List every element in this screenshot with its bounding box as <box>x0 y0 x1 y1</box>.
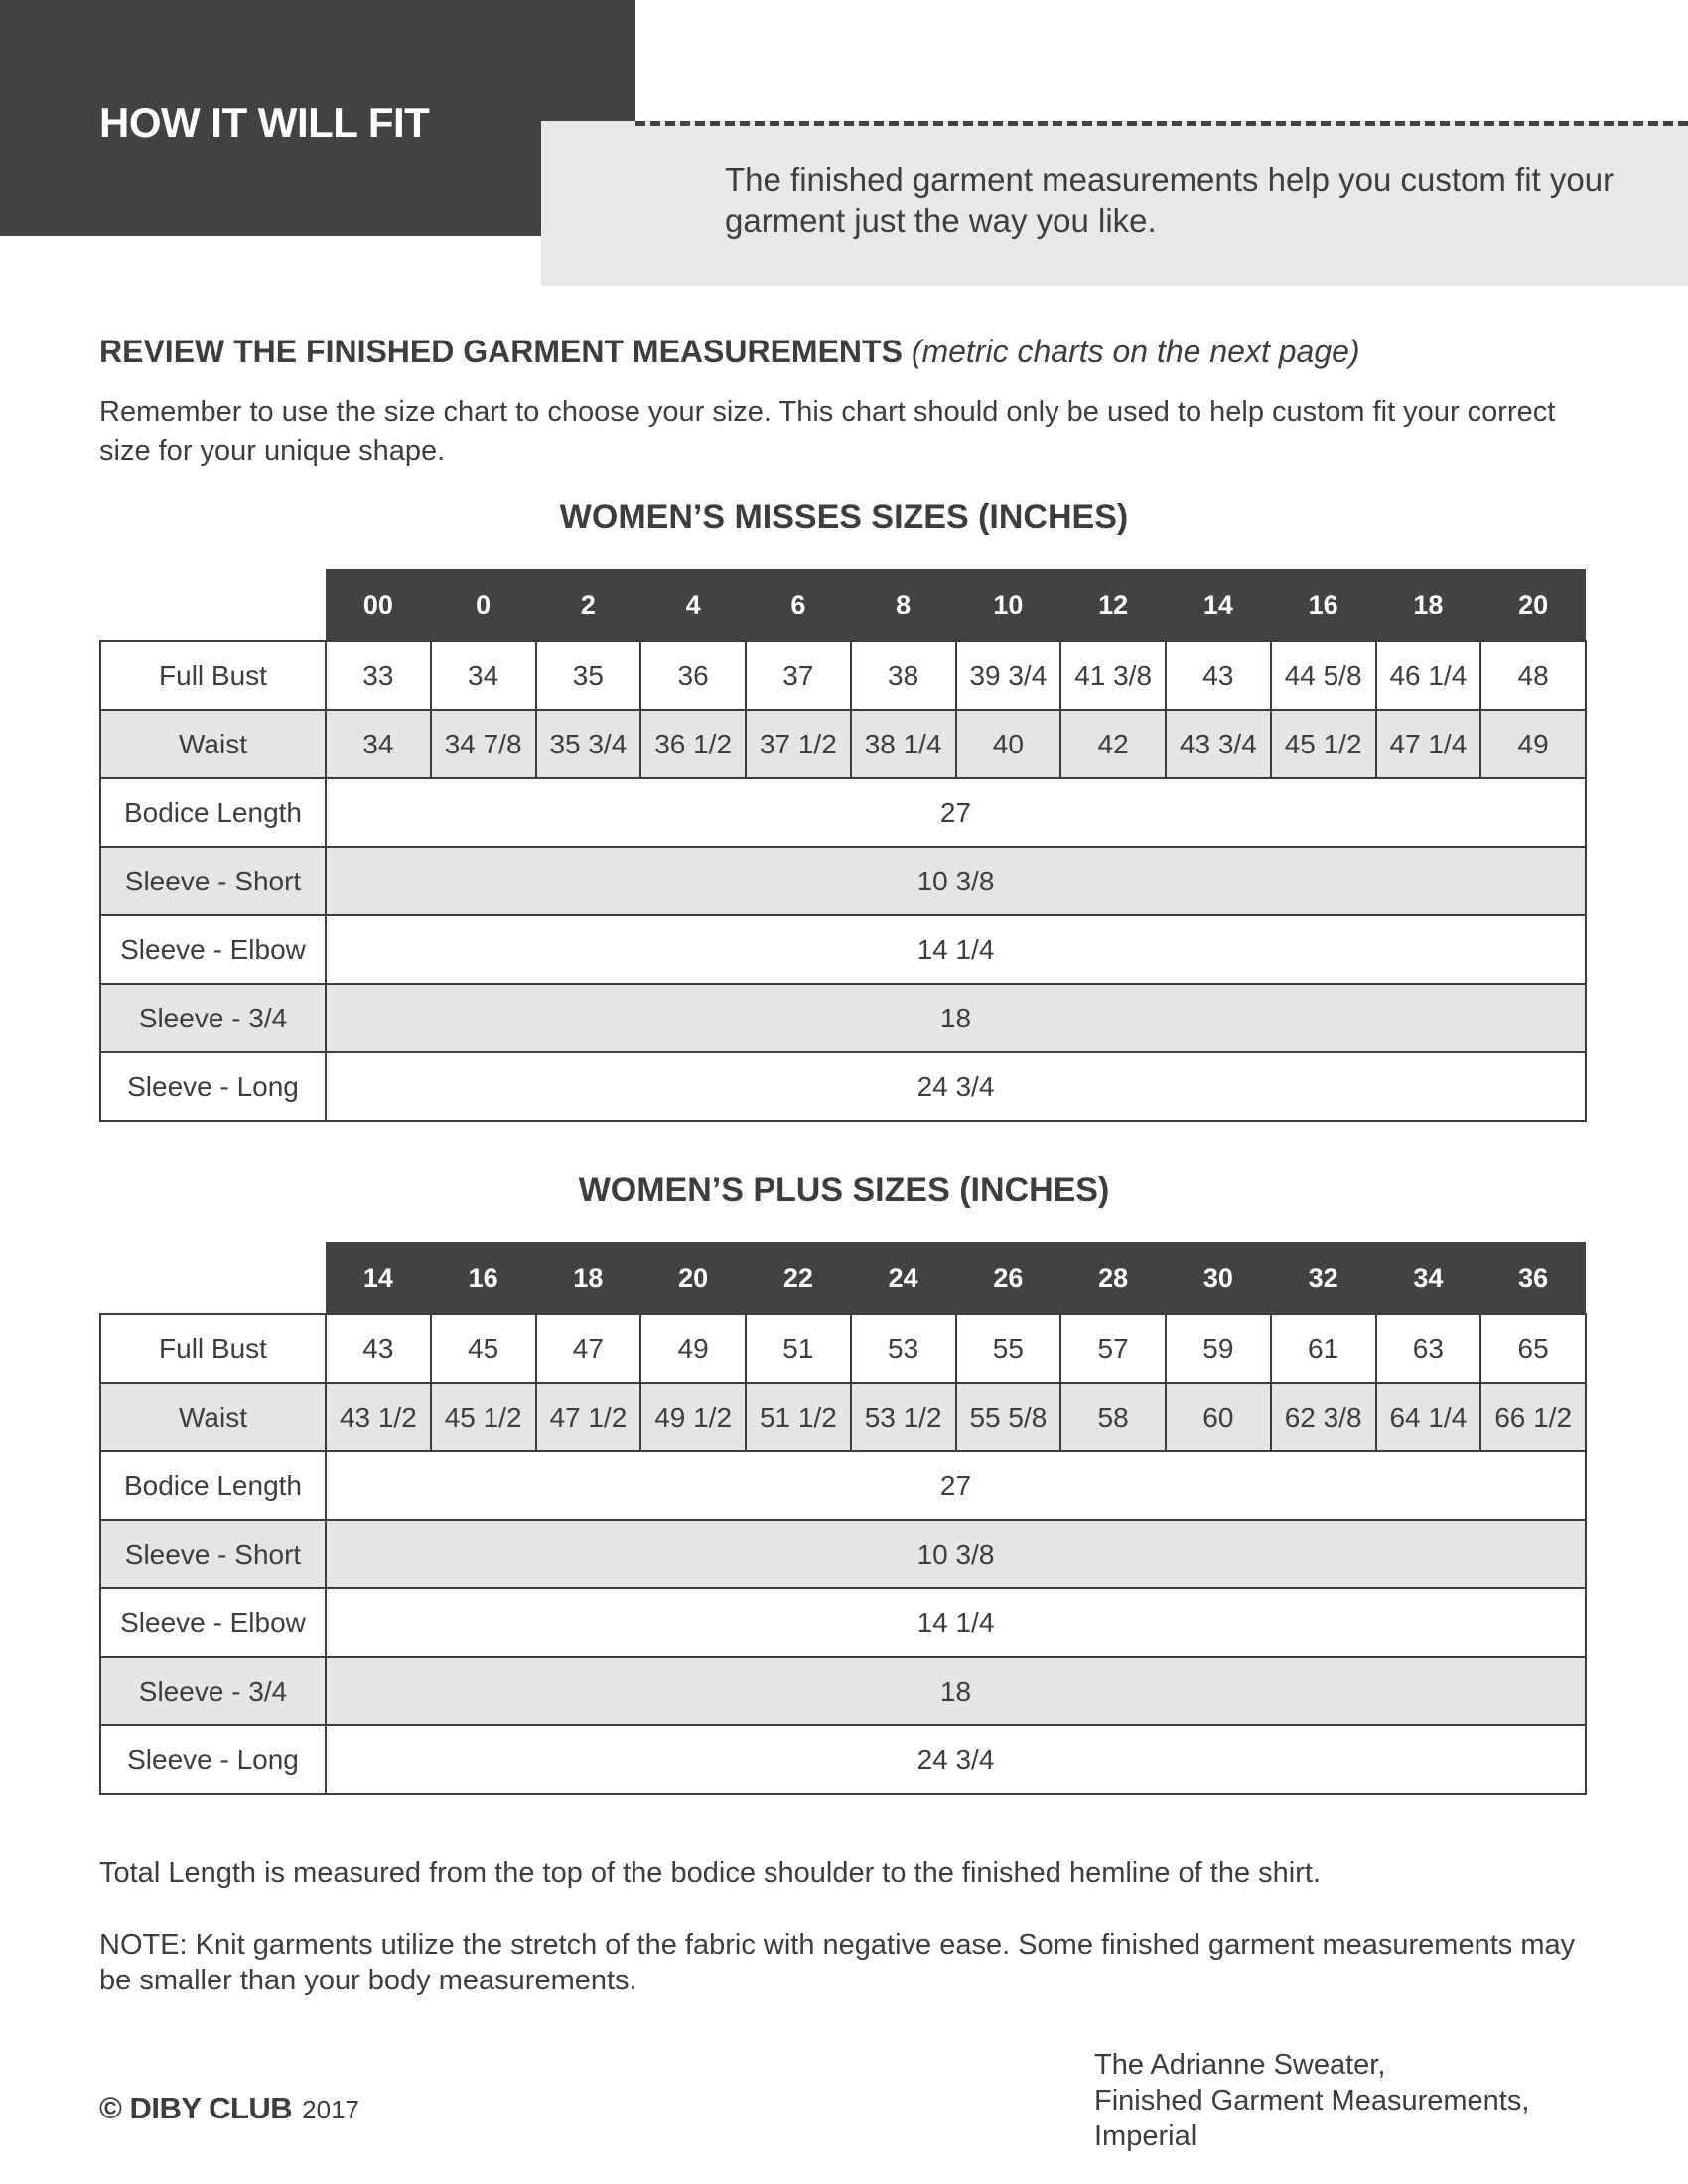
table-row <box>100 1725 1586 1794</box>
total-length-note: Total Length is measured from the top of the bodice shoulder to the finished hemline of the shirt. <box>99 1857 1322 1889</box>
measurement-cell: 49 <box>1480 710 1586 778</box>
row-label: Waist <box>100 1383 326 1451</box>
caption-line: Imperial <box>1094 2120 1197 2152</box>
row-label: Sleeve - Elbow <box>100 915 326 984</box>
measurement-cell: 34 7/8 <box>431 710 536 778</box>
measurement-cell: 46 1/4 <box>1376 641 1481 710</box>
row-label: Bodice Length <box>100 1451 326 1520</box>
table-row <box>100 1052 1586 1121</box>
size-column-header: 34 <box>1376 1242 1481 1314</box>
review-heading-text: REVIEW THE FINISHED GARMENT MEASUREMENTS <box>99 334 903 369</box>
row-label: Sleeve - Long <box>100 1725 326 1794</box>
measurement-cell-all-sizes: 18 <box>326 1657 1586 1725</box>
size-column-header: 30 <box>1166 1242 1271 1314</box>
plus-table-title <box>99 1171 1589 1210</box>
misses-title-suffix: SIZES (INCHES) <box>861 498 1129 536</box>
measurement-cell: 35 <box>536 641 641 710</box>
page-title: HOW IT WILL FIT <box>99 99 430 146</box>
table-row <box>100 1383 1586 1451</box>
size-column-header: 0 <box>431 569 536 641</box>
size-column-header: 18 <box>536 1242 641 1314</box>
measurement-cell: 51 1/2 <box>746 1383 851 1451</box>
size-column-header: 28 <box>1060 1242 1166 1314</box>
size-header-row <box>100 569 1586 641</box>
measurement-cell-all-sizes: 14 1/4 <box>326 915 1586 984</box>
measurement-cell: 60 <box>1166 1383 1271 1451</box>
plus-title-prefix: WOMEN’S <box>578 1171 754 1209</box>
knit-note: NOTE: Knit garments utilize the stretch of the fabric with negative ease. Some finished garment measurements may be smaller than your body measurements. <box>99 1929 1576 1996</box>
measurement-cell-all-sizes: 24 3/4 <box>326 1052 1586 1121</box>
measurement-cell: 36 <box>640 641 746 710</box>
measurement-cell-all-sizes: 10 3/8 <box>326 1520 1586 1588</box>
table-row <box>100 1314 1586 1383</box>
size-column-header: 16 <box>431 1242 536 1314</box>
measurement-cell: 38 <box>851 641 956 710</box>
measurement-cell: 55 <box>956 1314 1061 1383</box>
table-row <box>100 847 1586 915</box>
measurement-cell: 45 1/2 <box>1271 710 1376 778</box>
measurement-cell: 45 <box>431 1314 536 1383</box>
measurement-cell-all-sizes: 27 <box>326 1451 1586 1520</box>
measurement-cell: 40 <box>956 710 1061 778</box>
measurement-cell: 42 <box>1060 710 1166 778</box>
measurement-cell: 58 <box>1060 1383 1166 1451</box>
measurement-cell: 37 1/2 <box>746 710 851 778</box>
row-label: Sleeve - Short <box>100 1520 326 1588</box>
size-column-header: 22 <box>746 1242 851 1314</box>
caption-line: The Adrianne Sweater, <box>1094 2049 1386 2081</box>
measurement-cell: 61 <box>1271 1314 1376 1383</box>
size-column-header: 32 <box>1271 1242 1376 1314</box>
measurement-cell: 53 <box>851 1314 956 1383</box>
caption-line: Finished Garment Measurements, <box>1094 2085 1530 2116</box>
footer-brand <box>99 2091 359 2126</box>
measurement-cell: 66 1/2 <box>1480 1383 1586 1451</box>
size-column-header: 36 <box>1480 1242 1586 1314</box>
size-column-header: 24 <box>851 1242 956 1314</box>
misses-title-bold: MISSES <box>734 498 862 536</box>
footer-caption <box>1094 2047 1611 2154</box>
row-label: Bodice Length <box>100 778 326 847</box>
measurement-cell-all-sizes: 14 1/4 <box>326 1588 1586 1657</box>
measurement-cell: 53 1/2 <box>851 1383 956 1451</box>
measurement-cell-all-sizes: 18 <box>326 984 1586 1052</box>
measurement-cell: 47 1/4 <box>1376 710 1481 778</box>
measurement-cell: 47 <box>536 1314 641 1383</box>
measurement-cell: 45 1/2 <box>431 1383 536 1451</box>
size-column-header: 10 <box>956 569 1061 641</box>
row-label: Sleeve - 3/4 <box>100 984 326 1052</box>
copyright-year: 2017 <box>302 2095 360 2124</box>
measurement-cell: 41 3/8 <box>1060 641 1166 710</box>
row-label: Sleeve - Long <box>100 1052 326 1121</box>
size-column-header: 18 <box>1376 569 1481 641</box>
misses-title-prefix: WOMEN’S <box>559 498 735 536</box>
measurement-cell-all-sizes: 24 3/4 <box>326 1725 1586 1794</box>
measurement-cell: 43 <box>1166 641 1271 710</box>
table-row <box>100 1451 1586 1520</box>
brand-logo: © DIBY CLUB <box>99 2091 293 2125</box>
size-column-header: 12 <box>1060 569 1166 641</box>
measurement-cell: 38 1/4 <box>851 710 956 778</box>
table-row <box>100 915 1586 984</box>
row-label: Sleeve - 3/4 <box>100 1657 326 1725</box>
size-column-header: 2 <box>536 569 641 641</box>
table-row <box>100 641 1586 710</box>
measurement-cell: 49 <box>640 1314 746 1383</box>
header-description: The finished garment measurements help you custom fit your garment just the way you like. <box>725 161 1615 239</box>
measurement-cell: 49 1/2 <box>640 1383 746 1451</box>
size-column-header: 26 <box>956 1242 1061 1314</box>
measurement-cell: 63 <box>1376 1314 1481 1383</box>
header-corner <box>100 1242 326 1314</box>
dashed-divider <box>635 121 1688 126</box>
table-row <box>100 1520 1586 1588</box>
header-banner <box>0 0 635 236</box>
misses-table-title <box>99 498 1589 537</box>
measurement-cell: 55 5/8 <box>956 1383 1061 1451</box>
size-column-header: 00 <box>326 569 431 641</box>
size-column-header: 8 <box>851 569 956 641</box>
plus-size-table <box>99 1242 1587 1795</box>
measurement-cell: 64 1/4 <box>1376 1383 1481 1451</box>
row-label: Sleeve - Elbow <box>100 1588 326 1657</box>
table-row <box>100 984 1586 1052</box>
measurement-cell: 59 <box>1166 1314 1271 1383</box>
measurement-cell: 34 <box>326 710 431 778</box>
row-label: Waist <box>100 710 326 778</box>
row-label: Full Bust <box>100 641 326 710</box>
size-column-header: 16 <box>1271 569 1376 641</box>
measurement-cell: 43 3/4 <box>1166 710 1271 778</box>
measurement-cell: 33 <box>326 641 431 710</box>
measurement-cell: 44 5/8 <box>1271 641 1376 710</box>
review-heading <box>99 334 1360 370</box>
size-column-header: 4 <box>640 569 746 641</box>
measurement-cell: 51 <box>746 1314 851 1383</box>
measurement-cell: 57 <box>1060 1314 1166 1383</box>
table-row <box>100 778 1586 847</box>
table-row <box>100 1588 1586 1657</box>
header-corner <box>100 569 326 641</box>
intro-paragraph: Remember to use the size chart to choose your size. This chart should only be used to help custom fit your correct size for your unique shape. <box>99 396 1556 467</box>
size-column-header: 6 <box>746 569 851 641</box>
measurement-cell: 43 1/2 <box>326 1383 431 1451</box>
table-row <box>100 1657 1586 1725</box>
size-column-header: 14 <box>326 1242 431 1314</box>
measurement-cell: 43 <box>326 1314 431 1383</box>
measurement-cell: 35 3/4 <box>536 710 641 778</box>
misses-size-table <box>99 569 1587 1122</box>
size-header-row <box>100 1242 1586 1314</box>
measurement-cell: 48 <box>1480 641 1586 710</box>
measurement-cell: 34 <box>431 641 536 710</box>
measurement-cell-all-sizes: 27 <box>326 778 1586 847</box>
plus-title-suffix: SIZES (INCHES) <box>843 1171 1110 1209</box>
measurement-cell: 62 3/8 <box>1271 1383 1376 1451</box>
table-row <box>100 710 1586 778</box>
measurement-cell: 65 <box>1480 1314 1586 1383</box>
plus-title-bold: PLUS <box>753 1171 844 1209</box>
measurement-cell: 39 3/4 <box>956 641 1061 710</box>
size-column-header: 14 <box>1166 569 1271 641</box>
size-column-header: 20 <box>1480 569 1586 641</box>
review-heading-note: (metric charts on the next page) <box>911 334 1360 369</box>
row-label: Sleeve - Short <box>100 847 326 915</box>
row-label: Full Bust <box>100 1314 326 1383</box>
measurement-cell: 36 1/2 <box>640 710 746 778</box>
measurement-cell: 37 <box>746 641 851 710</box>
measurement-cell: 47 1/2 <box>536 1383 641 1451</box>
size-column-header: 20 <box>640 1242 746 1314</box>
measurement-cell-all-sizes: 10 3/8 <box>326 847 1586 915</box>
